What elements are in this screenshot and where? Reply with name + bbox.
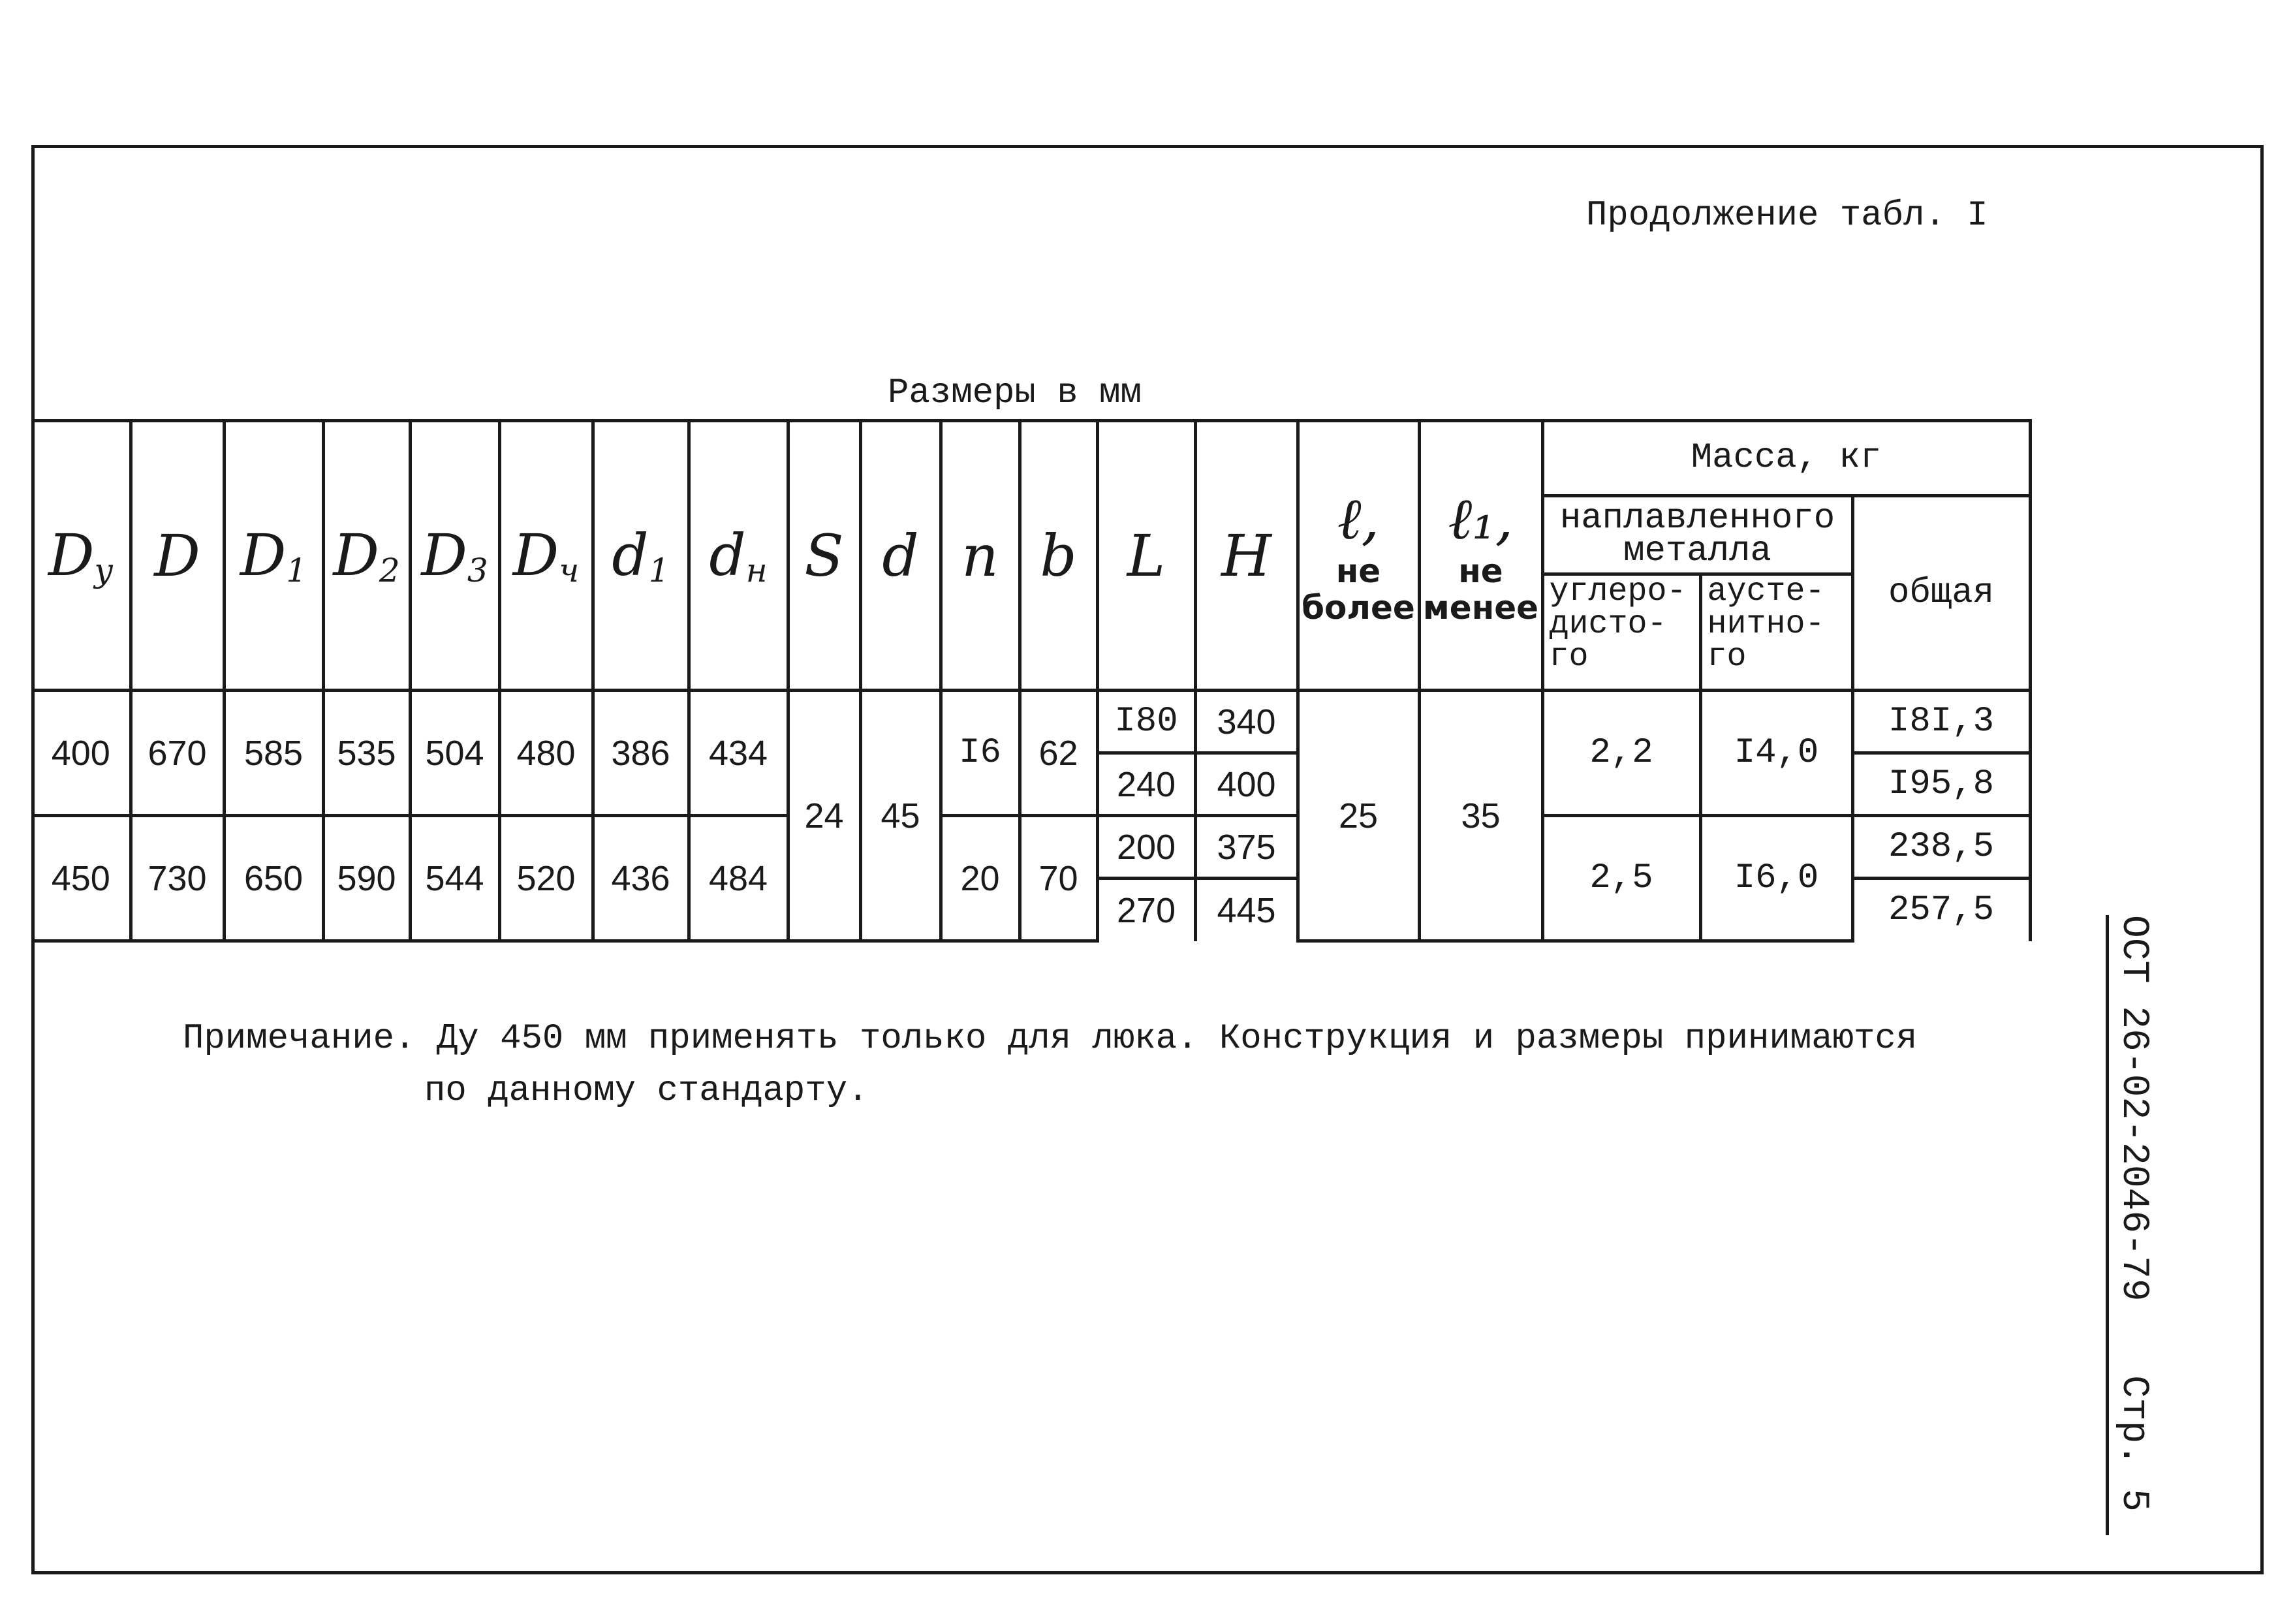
cell-L: I80 bbox=[1097, 691, 1195, 753]
cell-austenitic: I6,0 bbox=[1700, 816, 1852, 941]
cell-D2: 535 bbox=[323, 691, 410, 816]
cell-total: I8I,3 bbox=[1852, 691, 2030, 753]
header-carbon-steel: углеро-дисто-го bbox=[1542, 574, 1700, 691]
cell-d: 45 bbox=[860, 691, 941, 941]
cell-d1: 436 bbox=[593, 816, 689, 941]
cell-D4: 520 bbox=[499, 816, 593, 941]
cell-S: 24 bbox=[788, 691, 860, 941]
cell-Dy: 450 bbox=[33, 816, 131, 941]
cell-D1: 585 bbox=[224, 691, 323, 816]
page-number: Стр. 5 bbox=[2112, 1375, 2155, 1512]
cell-austenitic: I4,0 bbox=[1700, 691, 1852, 816]
header-H: H bbox=[1195, 421, 1298, 691]
standard-code: ОСТ 26-02-2046-79 bbox=[2112, 915, 2155, 1302]
cell-b: 62 bbox=[1020, 691, 1097, 816]
header-b: b bbox=[1020, 421, 1097, 691]
cell-D2: 590 bbox=[323, 816, 410, 941]
header-total-mass: общая bbox=[1852, 496, 2030, 691]
cell-b: 70 bbox=[1020, 816, 1097, 941]
header-d1: $d_1$ bbox=[593, 421, 689, 691]
cell-D4: 480 bbox=[499, 691, 593, 816]
note-line-1: Примечание. Ду 450 мм применять только для люка. Конструкция и размеры принимаются bbox=[183, 1019, 1918, 1059]
cell-D3: 504 bbox=[410, 691, 499, 816]
header-dn: $d_н$ bbox=[689, 421, 788, 691]
continuation-label: Продолжение табл. I bbox=[1586, 196, 1988, 236]
header-l1: ℓ₁, не менее bbox=[1419, 421, 1542, 691]
cell-carbon: 2,5 bbox=[1542, 816, 1700, 941]
header-austenitic-steel: аусте-нитно-го bbox=[1700, 574, 1852, 691]
cell-D: 670 bbox=[131, 691, 224, 816]
header-n: n bbox=[941, 421, 1020, 691]
header-D3: $D_3$ bbox=[410, 421, 499, 691]
header-l: ℓ, не более bbox=[1298, 421, 1419, 691]
cell-D1: 650 bbox=[224, 816, 323, 941]
cell-total: 238,5 bbox=[1852, 816, 2030, 879]
units-caption: Размеры в мм bbox=[888, 373, 1142, 413]
cell-D: 730 bbox=[131, 816, 224, 941]
table-note bbox=[183, 1013, 1917, 1117]
cell-dn: 434 bbox=[689, 691, 788, 816]
cell-d1: 386 bbox=[593, 691, 689, 816]
header-mass: Масса, кг bbox=[1542, 421, 2030, 496]
cell-Dy: 400 bbox=[33, 691, 131, 816]
table-row bbox=[33, 816, 2030, 879]
header-deposited-metal: наплавленного металла bbox=[1542, 496, 1852, 574]
cell-H: 340 bbox=[1195, 691, 1298, 753]
cell-l1: 35 bbox=[1419, 691, 1542, 941]
cell-L: 240 bbox=[1097, 753, 1195, 816]
dimensions-table bbox=[33, 419, 2032, 943]
cell-H: 400 bbox=[1195, 753, 1298, 816]
cell-total: 257,5 bbox=[1852, 879, 2030, 941]
side-stamp bbox=[2114, 915, 2153, 1535]
cell-carbon: 2,2 bbox=[1542, 691, 1700, 816]
header-d: d bbox=[860, 421, 941, 691]
cell-n: 20 bbox=[941, 816, 1020, 941]
header-Dy: $D_у$ bbox=[33, 421, 131, 691]
note-line-2: по данному стандарту. bbox=[424, 1071, 869, 1111]
header-D: D bbox=[131, 421, 224, 691]
cell-H: 445 bbox=[1195, 879, 1298, 941]
header-D4: $D_ч$ bbox=[499, 421, 593, 691]
header-L: L bbox=[1097, 421, 1195, 691]
cell-n: I6 bbox=[941, 691, 1020, 816]
cell-dn: 484 bbox=[689, 816, 788, 941]
side-rule bbox=[2106, 915, 2109, 1535]
header-D2: $D_2$ bbox=[323, 421, 410, 691]
table-row bbox=[33, 691, 2030, 753]
cell-D3: 544 bbox=[410, 816, 499, 941]
cell-total: I95,8 bbox=[1852, 753, 2030, 816]
header-S: S bbox=[788, 421, 860, 691]
cell-l: 25 bbox=[1298, 691, 1419, 941]
cell-L: 270 bbox=[1097, 879, 1195, 941]
cell-H: 375 bbox=[1195, 816, 1298, 879]
header-D1: $D_1$ bbox=[224, 421, 323, 691]
cell-L: 200 bbox=[1097, 816, 1195, 879]
